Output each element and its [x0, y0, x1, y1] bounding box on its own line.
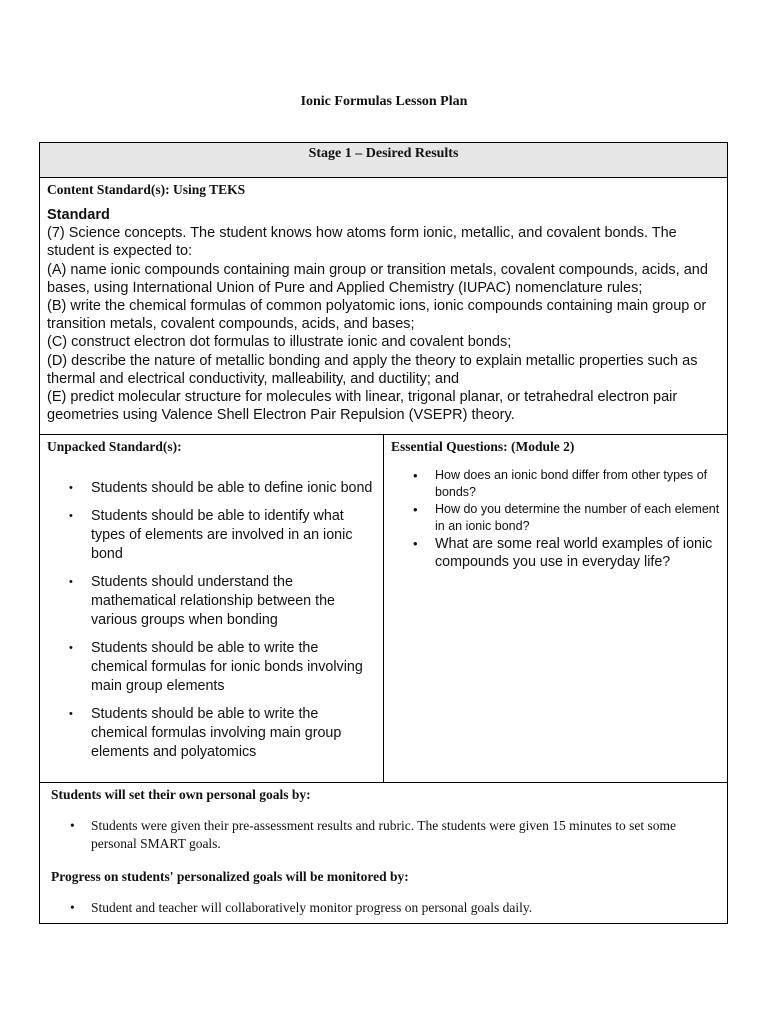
stage-heading-cell [40, 143, 728, 178]
list-item: • Students should be able to write the chemical formulas for ionic bonds involving main group elements [40, 639, 383, 696]
essential-questions-list [384, 467, 727, 571]
list-item: • Students should be able to identify what types of elements are involved in an ionic bond [40, 507, 383, 564]
standard-line: (B) write the chemical formulas of common polyatomic ions, ionic compounds containing main group or transition metals, covalent compounds, acids, and bases; [47, 298, 707, 333]
list-item: • Students should understand the mathematical relationship between the various groups when bonding [40, 573, 383, 630]
lesson-plan-table [39, 142, 728, 924]
content-standards-heading: Content Standard(s): Using TEKS [47, 182, 246, 198]
stage-heading: Stage 1 – Desired Results [308, 146, 459, 161]
monitor-heading: Progress on students' personalized goals will be monitored by: [51, 868, 409, 884]
list-item: • Students should be able to write the chemical formulas involving main group elements and polyatomics [40, 705, 383, 762]
standard-line: (A) name ionic compounds containing main group or transition metals, covalent compounds, acids, and bases, using International Union of Pure and Applied Chemistry (IUPAC) nomenclature rules; [47, 261, 708, 296]
standard-label: Standard [47, 207, 110, 224]
unpacked-standards-list [40, 479, 383, 762]
standard-line: (C) construct electron dot formulas to illustrate ionic and covalent bonds; [47, 334, 512, 351]
standard-text [40, 198, 727, 424]
goals-cell [40, 782, 728, 923]
list-item: • Students were given their pre-assessment results and rubric. The students were given 15 minutes to set some personal SMART goals. [40, 817, 727, 853]
list-item: • Student and teacher will collaboratively monitor progress on personal goals daily. [40, 899, 727, 917]
unpacked-standards-heading: Unpacked Standard(s): [47, 439, 182, 455]
essential-questions-heading: Essential Questions: (Module 2) [391, 439, 575, 455]
standard-line: (E) predict molecular structure for molecules with linear, trigonal planar, or tetrahedral electron pair geometries using Valence Shell Electron Pair Repulsion (VSEPR) theory. [47, 389, 678, 424]
standard-line: (7) Science concepts. The student knows how atoms form ionic, metallic, and covalent bonds. The student is expected to: [47, 225, 677, 260]
list-item: • What are some real world examples of ionic compounds you use in everyday life? [384, 535, 727, 571]
monitor-list [40, 899, 727, 917]
unpacked-standards-cell [40, 435, 384, 782]
goals-heading: Students will set their own personal goals by: [51, 786, 311, 802]
goals-list [40, 817, 727, 853]
list-item: • How do you determine the number of each element in an ionic bond? [384, 501, 727, 535]
essential-questions-cell [384, 435, 728, 782]
standard-line: (D) describe the nature of metallic bonding and apply the theory to explain metallic properties such as thermal and electrical conductivity, malleability, and ductility; and [47, 352, 698, 387]
list-item: • Students should be able to define ionic bond [40, 479, 383, 498]
list-item: • How does an ionic bond differ from other types of bonds? [384, 467, 727, 501]
document-title: Ionic Formulas Lesson Plan [300, 94, 468, 109]
content-standards-cell [40, 178, 728, 435]
